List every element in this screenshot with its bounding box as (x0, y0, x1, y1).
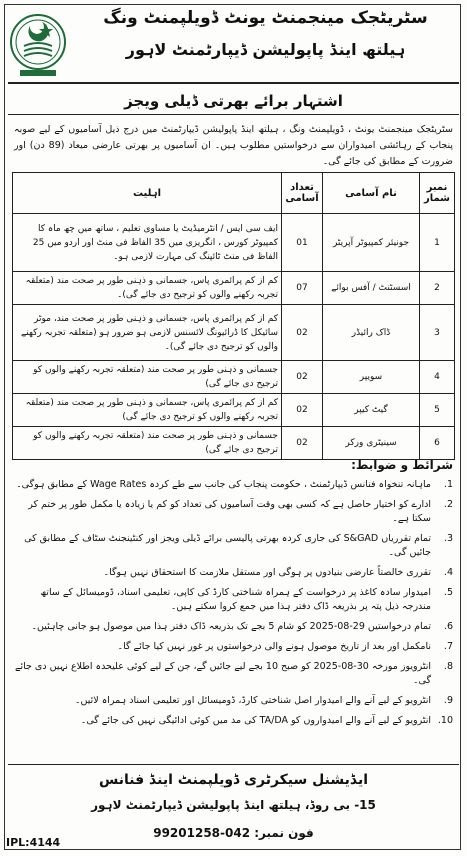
vacancies-table (12, 172, 455, 460)
condition-number: 3. (443, 533, 453, 544)
ad-subtitle: اشتہار برائے بھرتی ڈیلی ویجز (124, 92, 343, 110)
condition-number: 1. (443, 479, 453, 490)
condition-text: انٹرویو کے لیے آنے والے امیدواروں کو TA/DA کی مد میں کوئی ادائیگی نہیں کی جائے گی۔ (80, 715, 431, 726)
cell-serial: 1 (420, 214, 455, 272)
punjab-government-logo (8, 8, 68, 80)
table-row (13, 214, 455, 272)
cell-qualification: کم از کم پرائمری پاس، جسمانی و ذہنی طور پر صحت مند (متعلقہ تجربہ رکھنے والوں کو ترجیح دی جائے گی)۔ (13, 272, 282, 305)
condition-number: 7. (443, 641, 453, 652)
list-item (10, 566, 453, 580)
col-count: تعداد آسامی (282, 173, 323, 214)
condition-text: تقرری خالصتاً عارضی بنیادوں پر ہوگی اور مستقل ملازمت کا استحقاق نہیں ہوگا۔ (103, 567, 431, 578)
header-line-1: سٹریٹجک مینجمنٹ یونٹ ڈویلپمنٹ ونگ (103, 8, 428, 28)
cell-post: اسسٹنٹ / آفس بوائے (323, 272, 420, 305)
condition-text: امیدوار سادہ کاغذ پر درخواست کے ہمراہ شناختی کارڈ کی کاپی، تعلیمی اسناد، ڈومیسائل کے ساتھ مندرجہ ذیل پتہ پر بذریعہ ڈاک دفتر ہذا میں جمع کروا سکتے ہیں۔ (40, 587, 431, 612)
cell-qualification: جسمانی و ذہنی طور پر صحت مند (متعلقہ تجربہ رکھنے والوں کو ترجیح دی جائے گی) (13, 427, 282, 460)
cell-count: 02 (282, 361, 323, 394)
ipl-code: IPL:4144 (6, 836, 61, 849)
intro-paragraph: سٹریٹجک مینجمنٹ یونٹ ، ڈویلپمنٹ ونگ ، ہیلتھ اینڈ پاپولیشن ڈیپارٹمنٹ میں درج ذیل آسامیوں کے لیے صوبہ پنجاب کے رہائشی امیدواران سے درخواستیں مطلوب ہیں۔ ان آسامیوں پر بھرتی عارضی میعاد (89 دن) اور ضرورت کے مطابق کی جائے گی۔ (14, 124, 453, 167)
list-item (10, 478, 453, 492)
list-item (10, 694, 453, 708)
list-item (10, 620, 453, 634)
table-header-row (13, 173, 455, 214)
cell-count: 02 (282, 305, 323, 361)
condition-number: 2. (443, 499, 453, 510)
cell-post: سینیٹری ورکر (323, 427, 420, 460)
cell-post: جونیئر کمپیوٹر آپریٹر (323, 214, 420, 272)
condition-text: تمام تقرریاں S&GAD کی جاری کردہ بھرتی پالیسی برائے ڈیلی ویجز اور کنٹینجنٹ سٹاف کے مطابق کی جائیں گی۔ (24, 533, 431, 558)
conditions-list (10, 478, 453, 734)
cell-count: 01 (282, 214, 323, 272)
subtitle-divider (8, 114, 459, 115)
header-divider (8, 82, 459, 84)
cell-count: 02 (282, 394, 323, 427)
cell-post: گیٹ کیپر (323, 394, 420, 427)
list-item (10, 586, 453, 614)
list-item (10, 714, 453, 728)
condition-text: ادارے کو اختیار حاصل ہے کہ کسی بھی وقت آسامیوں کی تعداد کو کم یا زیادہ یا مکمل طور پر ختم کر سکتا ہے۔ (28, 499, 431, 524)
condition-number: 5. (443, 587, 453, 598)
table-row (13, 272, 455, 305)
cell-serial: 4 (420, 361, 455, 394)
table-row (13, 305, 455, 361)
conditions-title: شرائط و ضوابط: (351, 458, 453, 472)
footer-phone: فون نمبر: 042-99201258 (153, 826, 314, 840)
list-item (10, 498, 453, 526)
cell-count: 02 (282, 427, 323, 460)
cell-serial: 3 (420, 305, 455, 361)
cell-post: ڈاک رائیڈر (323, 305, 420, 361)
footer-signatory: ایڈیشنل سیکرٹری ڈویلپمنٹ اینڈ فنانس (98, 772, 369, 788)
table-row (13, 361, 455, 394)
condition-number: 4. (443, 567, 453, 578)
condition-text: نامکمل اور بعد از تاریخ موصول ہونے والی درخواستوں پر غور نہیں کیا جائے گا۔ (117, 641, 431, 652)
header-line-2: ہیلتھ اینڈ پاپولیشن ڈیپارٹمنٹ لاہور (125, 40, 406, 59)
cell-qualification: جسمانی و ذہنی طور پر صحت مند (متعلقہ تجربہ رکھنے والوں کو ترجیح دی جائے گی) (13, 361, 282, 394)
condition-number: 10. (437, 715, 453, 726)
table-row (13, 427, 455, 460)
condition-text: تمام درخواستیں 29-08-2025 کو شام 5 بجے تک بذریعہ ڈاک دفتر ہذا میں موصول ہو جانی چاہئیں۔ (31, 621, 431, 632)
footer-address: 15- بی روڈ، ہیلتھ اینڈ پاپولیشن ڈیپارٹمنٹ لاہور (91, 798, 376, 812)
cell-post: سویپر (323, 361, 420, 394)
condition-number: 6. (443, 621, 453, 632)
cell-serial: 6 (420, 427, 455, 460)
table-row (13, 394, 455, 427)
cell-serial: 2 (420, 272, 455, 305)
condition-number: 8. (443, 661, 453, 672)
list-item (10, 532, 453, 560)
condition-text: انٹرویو کے لیے آنے والے امیدوار اصل شناختی کارڈ، ڈومیسائل اور تعلیمی اسناد ہمراہ لائیں۔ (74, 695, 431, 706)
condition-number: 9. (443, 695, 453, 706)
col-serial: نمبر شمار (420, 173, 455, 214)
cell-serial: 5 (420, 394, 455, 427)
list-item (10, 640, 453, 654)
condition-text: ماہانہ تنخواہ فنانس ڈیپارٹمنٹ ، حکومت پنجاب کی جانب سے طے کردہ Wage Rates کے مطابق ہوگی۔ (16, 479, 431, 490)
cell-qualification: کم از کم پرائمری پاس، جسمانی و ذہنی طور پر صحت مند (متعلقہ تجربہ رکھنے والوں کو ترجیح دی جائے گی) (13, 394, 282, 427)
condition-text: انٹرویوز مورخہ 30-08-2025 کو صبح 10 بجے لیے جائیں گے، جن کے لیے کوئی علیحدہ اطلاع نہیں دی جائے گی۔ (14, 661, 431, 686)
col-qualification: اہلیت (13, 173, 282, 214)
footer-divider (8, 764, 459, 765)
cell-qualification: کم از کم پرائمری پاس، جسمانی و ذہنی طور پر صحت مند، موٹر سائیکل کا ڈرائیونگ لائسنس لازمی ہو ضرور ہو (متعلقہ تجربہ رکھنے والوں کو ترجیح دی جائے گی)۔ (13, 305, 282, 361)
cell-qualification: ایف سی ایس / انٹرمیڈیٹ یا مساوی تعلیم ، ساتھ میں چھ ماہ کا کمپیوٹر کورس ، انگریزی میں 35 الفاظ فی منٹ اور اردو میں 25 الفاظ فی منٹ ٹائپنگ کی مہارت لازمی ہو۔ (13, 214, 282, 272)
list-item (10, 660, 453, 688)
col-post: نام آسامی (323, 173, 420, 214)
cell-count: 07 (282, 272, 323, 305)
